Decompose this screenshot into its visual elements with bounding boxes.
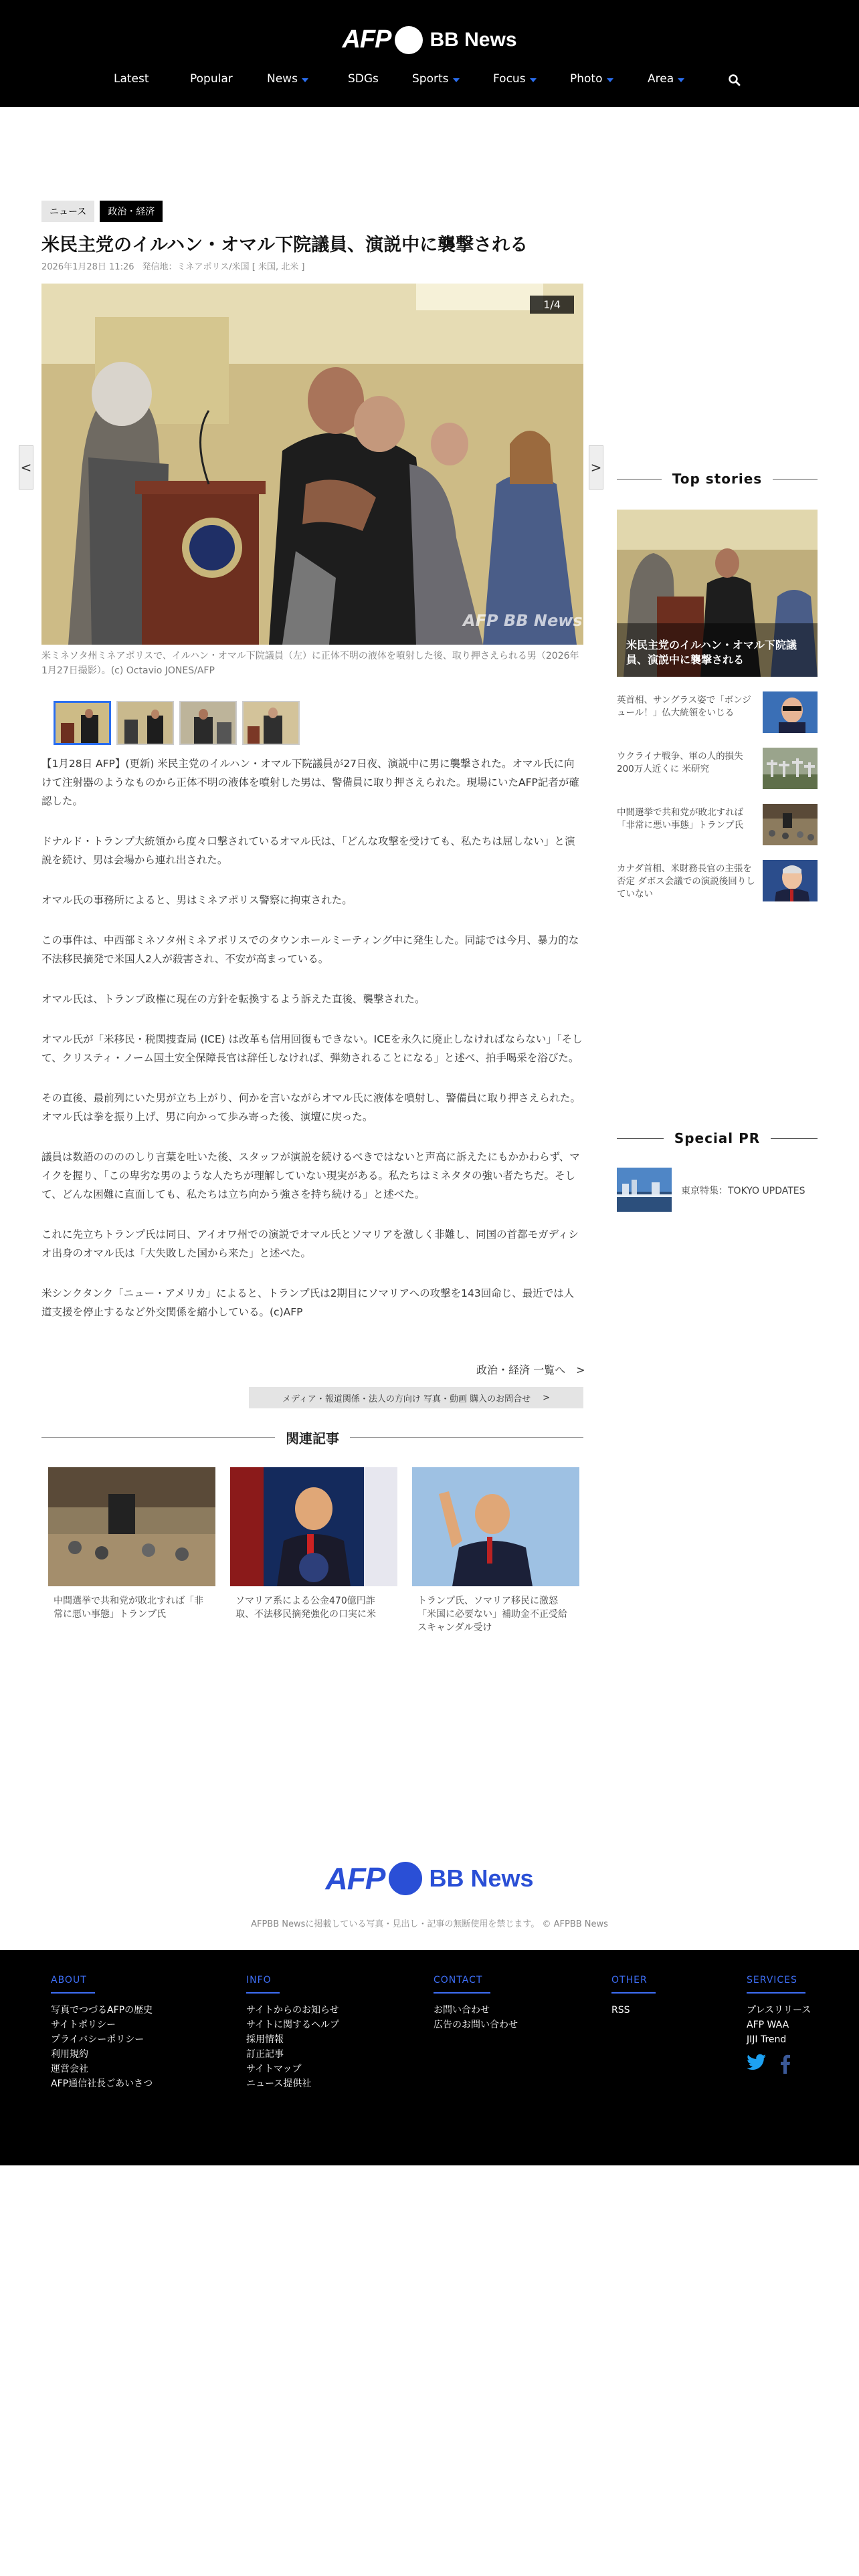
article-meta <box>41 259 304 272</box>
footer-column-about <box>51 1973 153 2091</box>
footer-column-heading: INFO <box>246 1975 280 1994</box>
tag-news[interactable]: ニュース <box>41 201 94 222</box>
footer-column-contact <box>434 1973 518 2032</box>
thumbnail-4[interactable] <box>242 701 300 745</box>
site-footer <box>0 1950 859 2165</box>
divider <box>771 1138 818 1139</box>
related-article[interactable] <box>230 1467 397 1634</box>
related-heading-label: 関連記事 <box>286 1430 339 1446</box>
photo-thumbnails <box>54 701 300 745</box>
article-paragraph: オマル氏が「米移民・税関捜査局 (ICE) は改革も信用回復もできない。ICEを永久に廃止しなければならない」「そして、クリスティ・ノーム国土安全保障長官は辞任しなければ、弾劾されることになる」と述べ、拍手喝采を浴びた。 <box>41 1033 583 1064</box>
footer-column-heading: OTHER <box>611 1975 656 1994</box>
photo-watermark: AFP BB News <box>463 611 583 630</box>
divider <box>350 1437 583 1438</box>
top-story-item[interactable] <box>617 804 818 848</box>
footer-link[interactable]: プレスリリース <box>747 2005 812 2016</box>
top-story-title: 中間選挙で共和党が敗北すれば「非常に悪い事態」トランプ氏 <box>617 807 743 831</box>
hero-photo-image <box>41 284 583 645</box>
article-paragraph: これに先立ちトランプ氏は同日、アイオワ州での演説でオマル氏とソマリアを激しく非難し、同国の首都モガディシオ出身のオマル氏は「大失敗した国から来た」と述べた。 <box>41 1228 579 1259</box>
chevron-right-icon: > <box>543 1392 551 1403</box>
footer-link[interactable]: 採用情報 <box>246 2034 284 2045</box>
footer-link[interactable]: お問い合わせ <box>434 2005 490 2016</box>
article-paragraph: ドナルド・トランプ大統領から度々口撃されているオマル氏は、「どんな攻撃を受けても、私たちは屈しない」と演説を続け、男は会場から連れ出された。 <box>41 835 575 866</box>
chevron-down-icon <box>607 78 613 82</box>
top-story-thumbnail <box>763 748 818 789</box>
related-article-image <box>230 1467 397 1586</box>
thumbnail-3[interactable] <box>179 701 237 745</box>
photo-caption: 米ミネソタ州ミネアポリスで、イルハン・オマル下院議員（左）に正体不明の液体を噴射した後、取り押さえられる男（2026年1月27日撮影）。(c) Octavio JONES/AFP <box>41 651 579 676</box>
media-inquiry-label: メディア・報道関係・法人の方向け 写真・動画 購入のお問合せ <box>282 1394 531 1404</box>
chevron-down-icon <box>530 78 537 82</box>
article-body <box>41 754 583 1343</box>
nav-label: Focus <box>493 72 526 86</box>
footer-link[interactable]: ニュース提供社 <box>246 2078 312 2089</box>
related-article-image <box>48 1467 215 1586</box>
top-story-thumbnail <box>763 804 818 845</box>
site-logo[interactable] <box>0 25 859 54</box>
nav-latest[interactable] <box>114 72 149 86</box>
top-story-title: ウクライナ戦争、軍の人的損失200万人近くに 米研究 <box>617 751 743 774</box>
special-pr-thumbnail <box>617 1168 672 1212</box>
footer-link[interactable]: 運営会社 <box>51 2064 88 2074</box>
article-title: 米民主党のイルハン・オマル下院議員、演説中に襲撃される <box>41 235 529 255</box>
footer-logo[interactable] <box>0 1860 859 1897</box>
hero-photo[interactable] <box>41 284 583 645</box>
nav-sdgs[interactable] <box>348 72 379 86</box>
chevron-down-icon <box>302 78 308 82</box>
footer-logo-afp-text: AFP <box>325 1861 385 1896</box>
top-stories-label: Top stories <box>672 471 763 487</box>
related-article-title: ソマリア系による公金470億円詐取、不法移民摘発強化の口実に米 <box>235 1596 376 1620</box>
logo-bb-text: BB News <box>430 28 517 51</box>
footer-link[interactable]: 広告のお問い合わせ <box>434 2020 518 2030</box>
footer-link[interactable]: サイトに関するヘルプ <box>246 2020 340 2030</box>
article-paragraph: オマル氏は、トランプ政権に現在の方針を転換するよう訴えた直後、襲撃された。 <box>41 993 425 1005</box>
site-header <box>0 0 859 107</box>
article-paragraph: オマル氏の事務所によると、男はミネアポリス警察に拘束された。 <box>41 894 353 906</box>
top-story-item[interactable] <box>617 748 818 792</box>
top-story-item[interactable] <box>617 860 818 904</box>
nav-label: Area <box>648 72 674 86</box>
top-story-thumbnail <box>763 691 818 733</box>
special-pr-heading <box>617 1130 818 1146</box>
facebook-icon[interactable] <box>779 2054 791 2076</box>
copyright-notice: AFPBB Newsに掲載している写真・見出し・記事の無断使用を禁じます。 © AFPBB News <box>251 1919 608 1929</box>
article-date: 2026年1月28日 11:26 <box>41 262 134 272</box>
special-pr-item[interactable] <box>617 1168 818 1214</box>
nav-label: News <box>267 72 298 86</box>
footer-column-heading: SERVICES <box>747 1975 805 1994</box>
top-story-title: カナダ首相、米財務長官の主張を否定 ダボス会議での演説後回りしていない <box>617 863 755 899</box>
divider <box>617 1138 664 1139</box>
twitter-icon[interactable] <box>747 2054 767 2076</box>
main-nav <box>0 72 859 92</box>
footer-column-heading: CONTACT <box>434 1975 490 1994</box>
nav-area[interactable] <box>648 72 684 86</box>
footer-logo-bb-text: BB News <box>429 1864 534 1892</box>
nav-label: SDGs <box>348 72 379 86</box>
special-pr-title: 東京特集：TOKYO UPDATES <box>681 1186 805 1196</box>
nav-label: Photo <box>570 72 603 86</box>
footer-logo-dot-icon <box>389 1862 422 1895</box>
article-paragraph: 【1月28日 AFP】(更新) 米民主党のイルハン・オマル下院議員が27日夜、演説中に男に襲撃された。オマル氏に向けて注射器のようなものから正体不明の液体を噴射した男は、警備員に取り押さえられた。現場にいたAFP記者が確認した。 <box>41 758 579 807</box>
nav-popular[interactable] <box>190 72 233 86</box>
footer-column-services <box>747 1973 811 2076</box>
related-article[interactable] <box>412 1467 579 1634</box>
chevron-down-icon <box>678 78 684 82</box>
footer-link[interactable]: プライバシーポリシー <box>51 2034 145 2045</box>
footer-link[interactable]: AFP通信社長ごあいさつ <box>51 2078 153 2089</box>
top-story-feature-title: 米民主党のイルハン・オマル下院議員、演説中に襲撃される <box>626 639 797 666</box>
logo-afp-text: AFP <box>342 25 391 53</box>
related-article-title: 中間選挙で共和党が敗北すれば「非常に悪い事態」トランプ氏 <box>54 1596 203 1620</box>
search-icon[interactable] <box>728 74 741 87</box>
article-paragraph: その直後、最前列にいた男が立ち上がり、何かを言いながらオマル氏に液体を噴射し、警備員に取り押さえられた。オマル氏は拳を振り上げ、男に向かって歩み寄った後、演壇に戻った。 <box>41 1092 581 1123</box>
article-origin: 発信地：ミネアポリス/米国 [ 米国, 北米 ] <box>142 262 305 272</box>
footer-link[interactable]: RSS <box>611 2005 630 2016</box>
article-tags <box>41 201 163 222</box>
article-paragraph: 米シンクタンク「ニュー・アメリカ」によると、トランプ氏は2期目にソマリアへの攻撃を143回命じ、最近では人道支援を停止するなど外交関係を縮小している。(c)AFP <box>41 1287 575 1318</box>
footer-link[interactable]: 利用規約 <box>51 2049 88 2060</box>
footer-column-other <box>611 1973 656 2018</box>
nav-focus[interactable] <box>493 72 537 86</box>
top-story-title: 英首相、サングラス姿で「ボンジュール！」仏大統領をいじる <box>617 695 751 718</box>
category-list-link[interactable]: 政治・経済 一覧へ > <box>476 1364 585 1376</box>
nav-news[interactable] <box>267 72 308 86</box>
article-paragraph: この事件は、中西部ミネソタ州ミネアポリスでのタウンホールミーティング中に発生した。同誌では今月、暴力的な不法移民摘発で米国人2人が殺害され、不安が高まっている。 <box>41 934 579 965</box>
nav-label: Popular <box>190 72 233 86</box>
nav-photo[interactable] <box>570 72 613 86</box>
media-inquiry-button[interactable] <box>249 1387 583 1408</box>
related-articles <box>48 1467 579 1634</box>
slide-prev-button[interactable]: < <box>19 445 33 490</box>
thumbnail-2[interactable] <box>116 701 174 745</box>
top-story-thumbnail <box>763 860 818 901</box>
related-article[interactable] <box>48 1467 215 1634</box>
footer-link[interactable]: AFP WAA <box>747 2020 789 2030</box>
divider <box>41 1437 275 1438</box>
tag-politics[interactable]: 政治・経済 <box>100 201 163 222</box>
nav-sports[interactable] <box>412 72 460 86</box>
related-heading <box>41 1427 583 1447</box>
footer-link[interactable]: 写真でつづるAFPの歴史 <box>51 2005 153 2016</box>
related-article-image <box>412 1467 579 1586</box>
article-paragraph: 議員は数語ののののしり言葉を吐いた後、スタッフが演説を続けるべきではないと声高に訴えたにもかかわらず、マイクを握り、「この卑劣な男のような人たちが理解していない現実がある。私たちはミネタタの強い者たちだ。そして、どんな困難に直面しても、私たちは立ち向かう強さを持ち続ける」と述べた。 <box>41 1151 580 1200</box>
nav-label: Latest <box>114 72 149 86</box>
related-article-title: トランプ氏、ソマリア移民に激怒「米国に必要ない」補助金不正受給スキャンダル受け <box>417 1596 567 1633</box>
special-pr-label: Special PR <box>674 1130 761 1146</box>
footer-link[interactable]: JIJI Trend <box>747 2034 787 2045</box>
logo-dot-icon <box>395 26 423 54</box>
social-links <box>747 2054 811 2076</box>
slide-counter: 1/4 <box>530 296 574 314</box>
chevron-down-icon <box>453 78 460 82</box>
footer-column-info <box>246 1973 339 2091</box>
top-story-item[interactable] <box>617 691 818 736</box>
footer-link[interactable]: サイトポリシー <box>51 2020 116 2030</box>
thumbnail-1[interactable] <box>54 701 111 745</box>
top-story-feature[interactable] <box>617 510 818 677</box>
footer-link[interactable]: サイトからのお知らせ <box>246 2005 339 2016</box>
top-stories-heading <box>617 471 818 487</box>
footer-link[interactable]: 訂正記事 <box>246 2049 284 2060</box>
slide-next-button[interactable]: > <box>589 445 603 490</box>
nav-label: Sports <box>412 72 449 86</box>
footer-link[interactable]: サイトマップ <box>246 2064 302 2074</box>
footer-column-heading: ABOUT <box>51 1975 95 1994</box>
